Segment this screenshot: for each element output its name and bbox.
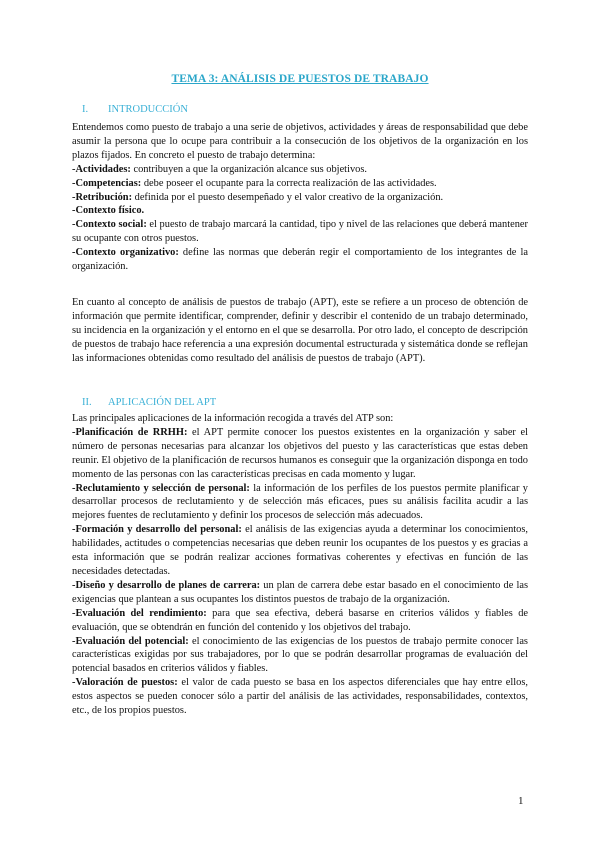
item-text: debe poseer el ocupante para la correcta realización de las actividades. bbox=[141, 177, 437, 189]
item-text: contribuyen a que la organización alcance sus objetivos. bbox=[130, 163, 367, 175]
item-term: -Reclutamiento y selección de personal: bbox=[72, 482, 250, 494]
item-text: define las normas que deberán regir el comportamiento de los integrantes de la organización. bbox=[72, 247, 529, 273]
list-item bbox=[72, 523, 528, 579]
section-number: I. bbox=[82, 104, 89, 115]
list-item bbox=[72, 204, 528, 218]
item-term: -Evaluación del potencial: bbox=[72, 635, 189, 647]
section-heading-introduccion bbox=[72, 104, 188, 115]
item-term: -Competencias: bbox=[72, 177, 142, 189]
list-item bbox=[72, 177, 528, 191]
item-term: -Planificación de RRHH: bbox=[72, 426, 188, 438]
apt-concept-paragraph: En cuanto al concepto de análisis de puestos de trabajo (APT), este se refiere a un proceso de obtención de información que permite identificar, comprender, definir y describir el contenido de un trabajo determinado, su incidencia en la organización y el entorno en el que se desarrolla. Por otro lado, el concepto de descripción de puestos de trabajo hace referencia a una expresión documental estructurada y sistemática donde se reflejan las informaciones obtenidas como resultado del análisis de puestos de trabajo (APT). bbox=[72, 297, 528, 364]
section-body-introduccion bbox=[72, 121, 528, 274]
application-list bbox=[72, 426, 528, 718]
intro-paragraph: Las principales aplicaciones de la información recogida a través del ATP son: bbox=[72, 413, 394, 424]
item-text: el análisis de las exigencias ayuda a determinar los conocimientos, habilidades, actitudes o competencias necesarias que deben reunir los ocupantes de los puestos y es gracias a esta información que se podrán realizar acciones formativas coherentes y efectivas en función de las necesidades detectadas. bbox=[72, 524, 528, 577]
item-term: -Retribución: bbox=[72, 191, 133, 203]
list-item bbox=[72, 635, 528, 677]
list-item bbox=[72, 676, 528, 718]
item-term: -Contexto organizativo: bbox=[72, 247, 179, 259]
item-text: el puesto de trabajo marcará la cantidad, tipo y nivel de las relaciones que deberá mantener su ocupante con otros puestos. bbox=[72, 219, 528, 245]
list-item bbox=[72, 482, 528, 524]
item-text: el conocimiento de las exigencias de los puestos de trabajo permite conocer las características exigidas por sus trabajadores, por lo que se podrán desarrollar programas de evaluación del potencial basados en criterios válidos y fiables. bbox=[72, 635, 528, 675]
intro-paragraph: Entendemos como puesto de trabajo a una serie de objetivos, actividades y áreas de responsabilidad que debe asumir la persona que lo ocupe para contribuir a la consecución de los objetivos de la organización en los plazos fijados. En concreto el puesto de trabajo determina: bbox=[72, 122, 528, 161]
section-title: INTRODUCCIÓN bbox=[108, 104, 188, 115]
item-text: definida por el puesto desempeñado y el valor creativo de la organización. bbox=[132, 191, 444, 203]
item-term: -Valoración de puestos: bbox=[72, 677, 178, 689]
item-term: -Diseño y desarrollo de planes de carrera: bbox=[72, 579, 261, 591]
list-item bbox=[72, 218, 528, 246]
section-heading-aplicacion bbox=[72, 397, 216, 408]
list-item bbox=[72, 191, 528, 205]
apt-concept-paragraph-block bbox=[72, 296, 528, 366]
list-item bbox=[72, 607, 528, 635]
section-body-aplicacion bbox=[72, 412, 528, 718]
item-term: -Contexto físico. bbox=[72, 205, 145, 217]
document-title: TEMA 3: ANÁLISIS DE PUESTOS DE TRABAJO bbox=[171, 73, 429, 85]
item-text: el valor de cada puesto se basa en los aspectos diferenciales que hay entre ellos, estos aspectos se pueden conocer sólo a partir del análisis de las actividades, responsabilidades, contextos, etc., de los propios puestos. bbox=[72, 677, 528, 717]
item-text: el APT permite conocer los puestos existentes en la organización y saber el número de personas necesarias para alcanzar los objetivos del puesto y las características que estas deben reunir. El objetivo de la planificación de recursos humanos es conseguir que la organización disponga en todo momento de las personas con las características precisas en cada momento y lugar. bbox=[72, 426, 529, 480]
item-text: la información de los perfiles de los puestos permite planificar y desarrollar procesos de reclutamiento y de selección más eficaces, pues su análisis facilita acudir a las mejores fuentes de reclutamiento y definir los procesos de selección más adecuados. bbox=[72, 482, 528, 522]
list-item bbox=[72, 426, 528, 482]
list-item bbox=[72, 163, 528, 177]
page-number: 1 bbox=[518, 795, 524, 807]
definition-list bbox=[72, 163, 528, 274]
list-item bbox=[72, 246, 528, 274]
section-title: APLICACIÓN DEL APT bbox=[108, 397, 217, 408]
item-text: un plan de carrera debe estar basado en el conocimiento de las exigencias que plantean a sus ocupantes los distintos puestos de trabajo de la organización. bbox=[72, 579, 528, 605]
section-number: II. bbox=[82, 397, 92, 408]
item-text: para que sea efectiva, deberá basarse en criterios válidos y fiables de evaluación, que se obtendrán en función del contenido y los objetivos del trabajo. bbox=[72, 607, 529, 633]
item-term: -Actividades: bbox=[72, 163, 131, 175]
item-term: -Evaluación del rendimiento: bbox=[72, 607, 207, 619]
list-item bbox=[72, 579, 528, 607]
item-term: -Contexto social: bbox=[72, 219, 147, 231]
item-term: -Formación y desarrollo del personal: bbox=[72, 524, 242, 536]
